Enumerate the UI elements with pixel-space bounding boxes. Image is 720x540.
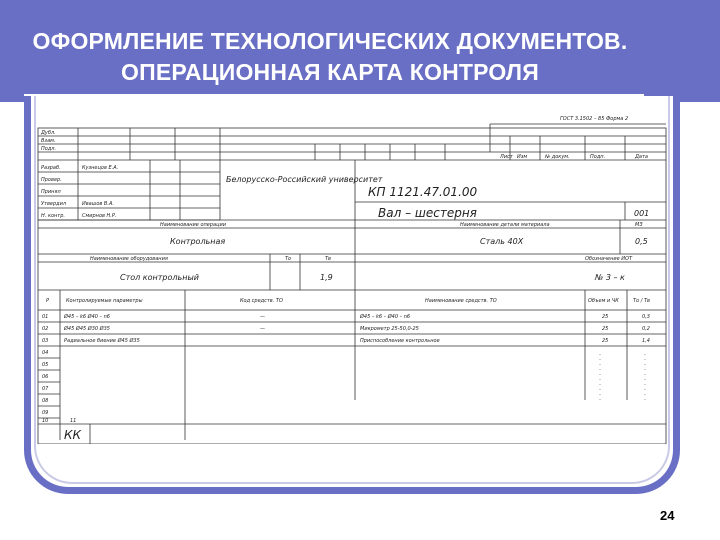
- col-header-time: То / Тв: [633, 298, 650, 304]
- row-num-05: 05: [42, 362, 49, 368]
- sig-label-prover: Провер.: [41, 177, 62, 183]
- header-cell-sign: Подп.: [590, 154, 606, 160]
- mk-value: 0,5: [635, 237, 648, 246]
- header-cell-list: Лист: [500, 154, 513, 160]
- col-header-r: Р: [46, 298, 50, 304]
- row-num-07: 07: [42, 386, 49, 392]
- col-header-tool: Наименование средств. ТО: [425, 298, 497, 304]
- operation-label: Наименование операции: [160, 222, 226, 228]
- row-num-04: 04: [42, 350, 49, 356]
- sig-label-nkontr: Н. контр.: [41, 213, 65, 219]
- header-cell-date: Дата: [635, 154, 648, 160]
- operation-value: Контрольная: [170, 237, 226, 246]
- equipment-value: Стол контрольный: [120, 273, 199, 282]
- part-name: Вал – шестерня: [378, 206, 477, 220]
- row-num-08: 08: [42, 398, 49, 404]
- gost-label: ГОСТ 3.1502 – 85 Форма 2: [560, 116, 629, 122]
- mk-label: МЗ: [635, 222, 643, 228]
- document-code: КП 1121.47.01.00: [368, 185, 478, 199]
- row-num-11: 11: [70, 418, 77, 424]
- row-num: 01: [42, 314, 49, 320]
- operation-control-card-form: [30, 104, 670, 444]
- table-row: [42, 337, 650, 344]
- time-label-to: То: [285, 256, 292, 262]
- row-param: Ø45 Ø45 Ø30 Ø35: [64, 326, 110, 332]
- sig-name-1: Кузнецов Е.А.: [82, 165, 119, 171]
- row-tool: Ø45 – k6 – Ø40 – n6: [360, 314, 411, 320]
- row-volume: 25: [602, 326, 609, 332]
- row-time: 0,3: [642, 314, 650, 320]
- row-code: —: [260, 326, 265, 332]
- row-num: 03: [42, 338, 49, 344]
- header-cell-izm: Изм: [517, 154, 528, 160]
- sig-label-utverd: Утвердил: [41, 201, 67, 207]
- title-line-2: ОПЕРАЦИОННАЯ КАРТА КОНТРОЛЯ: [121, 59, 539, 85]
- title-line-1: ОФОРМЛЕНИЕ ТЕХНОЛОГИЧЕСКИХ ДОКУМЕНТОВ.: [32, 28, 628, 54]
- time-label-tv: Тв: [325, 256, 332, 262]
- equipment-label: Наименование оборудования: [90, 256, 168, 262]
- sheet-mark: 001: [634, 209, 650, 218]
- table-row: [42, 325, 650, 332]
- iot-value: № 3 – к: [595, 273, 625, 282]
- row-param: Радиальное биение Ø45 Ø35: [64, 338, 140, 344]
- row-tool: Микрометр 25-50,0-25: [360, 326, 419, 332]
- row-num-06: 06: [42, 374, 49, 380]
- row-volume: 25: [602, 314, 609, 320]
- sig-label-prinyal: Принял: [41, 189, 61, 195]
- form-footer-code: КК: [64, 428, 82, 442]
- row-code: —: [260, 314, 265, 320]
- iot-label: Обозначение ИОТ: [585, 256, 633, 262]
- sig-name-3: Смирнов Н.Р.: [82, 213, 117, 219]
- row-param: Ø45 – k6 Ø40 – n6: [64, 314, 110, 320]
- slide-title: [0, 26, 660, 88]
- col-header-params: Контролируемые параметры: [66, 298, 143, 304]
- sig-name-2: Ивашов В.А.: [82, 201, 114, 207]
- material-value: Сталь 40Х: [480, 237, 524, 246]
- col-header-code: Код средств. ТО: [240, 298, 283, 304]
- left-label-podl: Подл.: [41, 146, 57, 152]
- row-num: 02: [42, 326, 49, 332]
- row-volume: 25: [602, 338, 609, 344]
- row-tool: Приспособление контрольное: [360, 338, 440, 344]
- row-num-10: 10: [42, 418, 49, 424]
- organization-name: Белорусско-Российский университет: [226, 175, 383, 184]
- row-num-09: 09: [42, 410, 49, 416]
- row-time: 0,2: [642, 326, 650, 332]
- time-value: 1,9: [320, 273, 333, 282]
- header-cell-doc: № докум.: [545, 154, 570, 160]
- sig-label-razrab: Разраб.: [41, 165, 61, 171]
- table-row: [42, 313, 650, 320]
- left-label-dubl: Дубл.: [41, 130, 56, 136]
- row-time: 1,4: [642, 338, 650, 344]
- material-label: Наименование детали материала: [460, 222, 550, 228]
- left-label-vzam: Взам.: [41, 138, 56, 144]
- page-number: 24: [660, 508, 675, 523]
- col-header-volume: Объем и ЧК: [588, 298, 619, 304]
